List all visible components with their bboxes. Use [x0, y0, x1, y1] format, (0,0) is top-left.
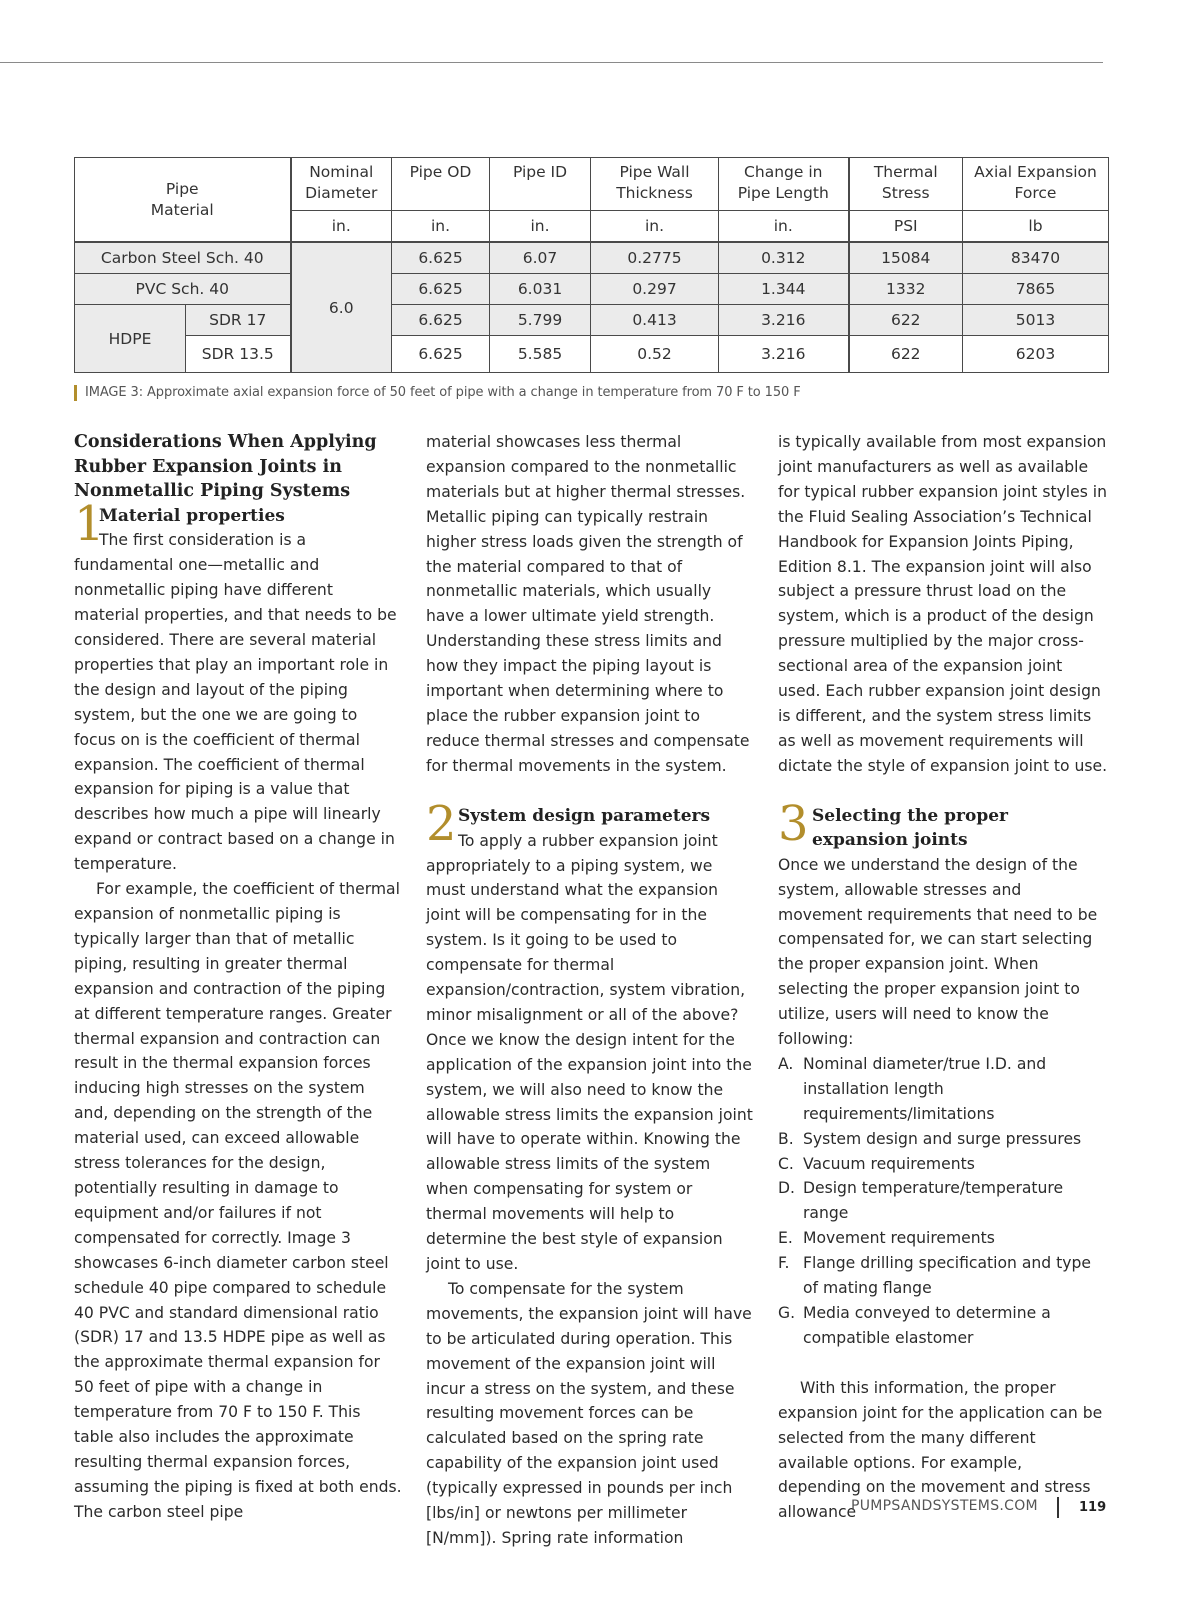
unit-cell: in.: [392, 211, 490, 243]
footer-site: PUMPSANDSYSTEMS.COM: [851, 1498, 1038, 1514]
unit-cell: PSI: [849, 211, 963, 243]
table-row: [75, 336, 1109, 373]
value-cell: 6.625: [392, 305, 490, 336]
header-nominal-diameter: Nominal Diameter: [291, 158, 392, 211]
section-3-heading: [778, 795, 1108, 853]
value-cell: 0.2775: [591, 242, 719, 274]
list-item: B. System design and surge pressures: [778, 1129, 1082, 1148]
value-cell: 3.216: [719, 336, 849, 373]
article-column-2: [426, 430, 754, 1551]
footer-divider: [1057, 1497, 1059, 1518]
header-thermal-stress: Thermal Stress: [849, 158, 963, 211]
value-cell: 6.625: [392, 274, 490, 305]
unit-cell: lb: [963, 211, 1109, 243]
article-kicker: Considerations When Applying Rubber Expansion Joints in Nonmetallic Piping Systems: [74, 432, 377, 501]
value-cell: 0.413: [591, 305, 719, 336]
value-cell: 1.344: [719, 274, 849, 305]
header-axial-force: Axial Expansion Force: [963, 158, 1109, 211]
value-cell: 7865: [963, 274, 1109, 305]
unit-cell: in.: [591, 211, 719, 243]
value-cell: 622: [849, 305, 963, 336]
table-row: [75, 242, 1109, 274]
top-rule: [0, 62, 1103, 63]
header-pipe-od: Pipe OD: [392, 158, 490, 211]
header-change-length: Change in Pipe Length: [719, 158, 849, 211]
article-column-1: [74, 430, 402, 1525]
unit-cell: in.: [490, 211, 591, 243]
column-3-continued-paragraph: is typically available from most expansion joint manufacturers as well as available for typical rubber expansion joint styles in the Fluid Sealing Association’s Technical Handbook for Expansion Joints Piping, Edition 8.1. The expansion joint will also subject a pressure thrust load on the system, which is a product of the design pressure multiplied by the major cross-sectional area of the expansion joint used. Each rubber expansion joint design is different, and the system stress limits as well as movement requirements will dictate the style of expansion joint to use.: [778, 433, 1108, 775]
table-row: [75, 274, 1109, 305]
header-pipe-material: Pipe Material: [75, 158, 291, 243]
value-cell: 5013: [963, 305, 1109, 336]
value-cell: 6.031: [490, 274, 591, 305]
value-cell: 5.585: [490, 336, 591, 373]
section-1-heading: [74, 495, 402, 552]
value-cell: 0.52: [591, 336, 719, 373]
material-cell: SDR 17: [186, 305, 291, 336]
section-1-paragraph-1: The first consideration is a fundamental one—metallic and nonmetallic piping have different material properties, and that needs to be considered. There are several material properties that play an important role in the design and layout of the piping system, but the one we are going to focus on is the coefficient of thermal expansion. The coefficient of thermal expansion for piping is a value that describes how much a pipe will linearly expand or contract based on a change in temperature.: [74, 531, 397, 874]
section-number: 1: [74, 495, 105, 552]
section-number: 2: [426, 795, 457, 852]
section-2-paragraph-2: To compensate for the system movements, the expansion joint will have to be articulated during operation. This movement of the expansion joint will incur a stress on the system, and these resulting movement forces can be calculated based on the spring rate capability of the expansion joint used (typically expressed in pounds per inch [lbs/in] or newtons per millimeter [N/mm]). Spring rate information: [426, 1279, 752, 1547]
value-cell: 622: [849, 336, 963, 373]
table-row: [75, 305, 1109, 336]
section-title: System design parameters: [458, 805, 711, 826]
value-cell: 83470: [963, 242, 1109, 274]
list-item: A. Nominal diameter/true I.D. and installation length requirements/limitations: [778, 1054, 1047, 1123]
value-cell: 6.625: [392, 336, 490, 373]
value-cell: 3.216: [719, 305, 849, 336]
header-pipe-wall: Pipe Wall Thickness: [591, 158, 719, 211]
article-column-3: [778, 430, 1108, 1525]
hdpe-material-cell: HDPE: [75, 305, 186, 373]
section-title: Material properties: [99, 505, 285, 526]
column-2-continued-paragraph: material showcases less thermal expansion compared to the nonmetallic materials but at higher thermal stresses. Metallic piping can typically restrain higher stress loads given the strength of the material compared to that of nonmetallic materials, which usually have a lower ultimate yield strength. Understanding these stress limits and how they impact the piping layout is important when determining where to place the rubber expansion joint to reduce thermal stresses and compensate for thermal movements in the system.: [426, 433, 750, 775]
expansion-force-table: [74, 157, 1108, 373]
value-cell: 1332: [849, 274, 963, 305]
section-2-paragraph-1: To apply a rubber expansion joint appropriately to a piping system, we must understand what the expansion joint will be compensating for in the system. Is it going to be used to compensate for thermal expansion/contraction, system vibration, minor misalignment or all of the above? Once we know the design intent for the application of the expansion joint into the system, we will also need to know the allowable stress limits the expansion joint will have to operate within. Knowing the allowable stress limits of the system when compensating for system or thermal movements will help to determine the best style of expansion joint to use.: [426, 831, 753, 1273]
section-2-heading: [426, 795, 754, 852]
list-item: D. Design temperature/temperature range: [778, 1179, 1064, 1223]
value-cell: 6.625: [392, 242, 490, 274]
requirements-list: [778, 1052, 1108, 1351]
section-title: Selecting the proper expansion joints: [812, 805, 1008, 851]
material-cell: Carbon Steel Sch. 40: [75, 242, 291, 274]
value-cell: 5.799: [490, 305, 591, 336]
unit-cell: in.: [719, 211, 849, 243]
header-pipe-id: Pipe ID: [490, 158, 591, 211]
material-cell: SDR 13.5: [186, 336, 291, 373]
section-1-paragraph-2: For example, the coefficient of thermal expansion of nonmetallic piping is typically larger than that of metallic piping, resulting in greater thermal expansion and contraction of the piping at different temperature ranges. Greater thermal expansion and contraction can result in the thermal expansion forces inducing high stresses on the system and, depending on the strength of the material used, can exceed allowable stress tolerances for the design, potentially resulting in damage to equipment and/or failures if not compensated for correctly. Image 3 showcases 6-inch diameter carbon steel schedule 40 pipe compared to schedule 40 PVC and standard dimensional ratio (SDR) 17 and 13.5 HDPE pipe as well as the approximate thermal expansion for 50 feet of pipe with a change in temperature from 70 F to 150 F. This table also includes the approximate resulting thermal expansion forces, assuming the piping is fixed at both ends. The carbon steel pipe: [74, 880, 402, 1521]
table-caption: IMAGE 3: Approximate axial expansion force of 50 feet of pipe with a change in temperature from 70 F to 150 F: [74, 385, 801, 401]
value-cell: 0.297: [591, 274, 719, 305]
list-item: C. Vacuum requirements: [778, 1154, 975, 1173]
material-cell: PVC Sch. 40: [75, 274, 291, 305]
section-number: 3: [778, 795, 809, 852]
value-cell: 15084: [849, 242, 963, 274]
section-3-paragraph-1: Once we understand the design of the system, allowable stresses and movement requirements that need to be compensated for, we can start selecting the proper expansion joint. When selecting the proper expansion joint to utilize, users will need to know the following:: [778, 855, 1098, 1049]
section-3-paragraph-2: With this information, the proper expansion joint for the application can be selected from the many different available options. For example, depending on the movement and stress allowance: [778, 1378, 1103, 1522]
nominal-diameter-cell: 6.0: [291, 242, 392, 373]
page-number: 119: [1079, 1500, 1107, 1515]
list-item: F. Flange drilling specification and type of mating flange: [778, 1254, 1091, 1298]
unit-cell: in.: [291, 211, 392, 243]
list-item: G. Media conveyed to determine a compatible elastomer: [778, 1304, 1051, 1347]
value-cell: 6.07: [490, 242, 591, 274]
value-cell: 6203: [963, 336, 1109, 373]
list-item: E. Movement requirements: [778, 1229, 995, 1248]
value-cell: 0.312: [719, 242, 849, 274]
